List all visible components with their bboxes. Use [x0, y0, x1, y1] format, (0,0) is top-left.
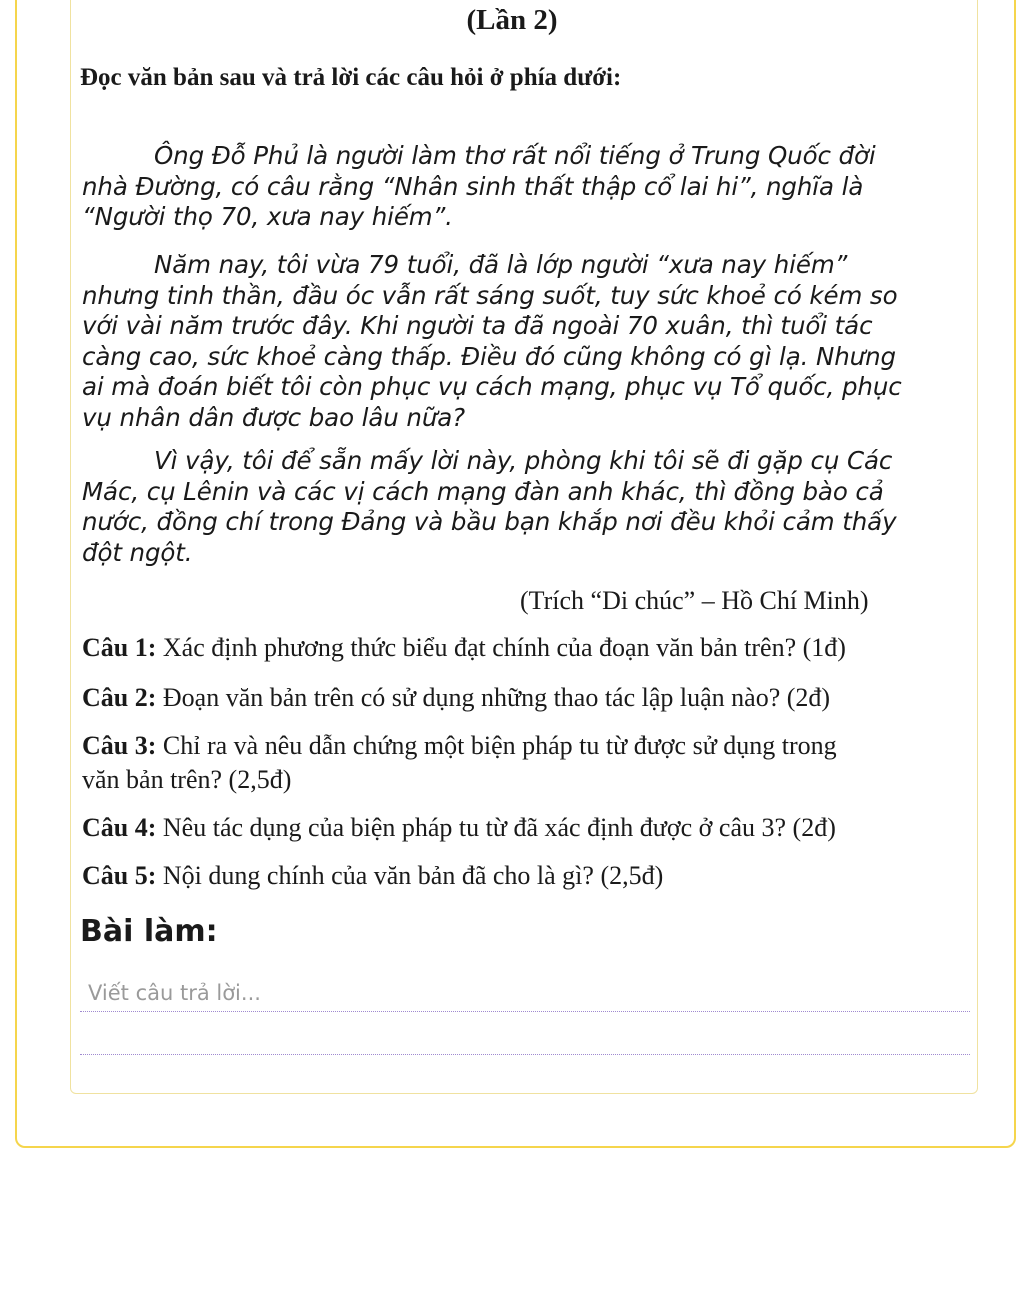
passage-line: Vì vậy, tôi để sẵn mấy lời này, phòng khi tôi sẽ đi gặp cụ Các [154, 446, 893, 475]
question-text: Đoạn văn bản trên có sử dụng những thao tác lập luận nào? (2đ) [156, 683, 831, 712]
passage-line: đột ngột. [82, 537, 193, 567]
question-label: Câu 5: [82, 861, 157, 890]
passage-line: nhưng tinh thần, đầu óc vẫn rất sáng suốt, tuy sức khoẻ có kém so [82, 280, 898, 310]
passage-line: càng cao, sức khoẻ càng thấp. Điều đó cũng không có gì lạ. Nhưng [82, 341, 896, 371]
passage-line: nước, đồng chí trong Đảng và bầu bạn khắp nơi đều khỏi cảm thấy [82, 507, 897, 536]
question-label: Câu 3: [82, 731, 157, 760]
passage-line: Mác, cụ Lênin và các vị cách mạng đàn anh khác, thì đồng bào cả [82, 476, 884, 506]
passage-line: Ông Đỗ Phủ là người làm thơ rất nổi tiếng ở Trung Quốc đời [154, 141, 876, 170]
question-1 [82, 632, 846, 664]
answer-area [80, 974, 970, 1070]
question-label: Câu 4: [82, 813, 157, 842]
answer-ruled-line [80, 1054, 970, 1055]
passage-paragraph-3 [82, 446, 976, 568]
passage-paragraph-2 [82, 250, 976, 433]
question-text: Nội dung chính của văn bản đã cho là gì? (2,5đ) [156, 861, 664, 890]
question-5 [82, 860, 663, 892]
question-2 [82, 682, 830, 714]
passage-line: Năm nay, tôi vừa 79 tuổi, đã là lớp người “xưa nay hiếm” [154, 250, 848, 279]
passage-paragraph-1 [82, 141, 976, 233]
answer-heading: Bài làm: [80, 914, 218, 949]
question-3 [82, 730, 837, 762]
question-3-continued [82, 764, 291, 796]
instruction-text: Đọc văn bản sau và trả lời các câu hỏi ở phía dưới: [80, 64, 622, 91]
passage-line: với vài năm trước đây. Khi người ta đã ngoài 70 xuân, thì tuổi tác [82, 311, 873, 340]
passage-source: (Trích “Di chúc” – Hồ Chí Minh) [520, 586, 869, 615]
question-label: Câu 2: [82, 683, 157, 712]
question-text: Chỉ ra và nêu dẫn chứng một biện pháp tu từ được sử dụng trong [156, 731, 837, 760]
question-4 [82, 812, 836, 844]
passage-line: “Người thọ 70, xưa nay hiếm”. [82, 202, 453, 231]
passage-line: nhà Đường, có câu rằng “Nhân sinh thất thập cổ lai hi”, nghĩa là [82, 171, 864, 201]
answer-input[interactable] [80, 974, 970, 1012]
passage-line: ai mà đoán biết tôi còn phục vụ cách mạng, phục vụ Tổ quốc, phục [82, 372, 902, 401]
passage-line: vụ nhân dân được bao lâu nữa? [82, 402, 466, 432]
question-label: Câu 1: [82, 633, 157, 662]
question-text: Nêu tác dụng của biện pháp tu từ đã xác định được ở câu 3? (2đ) [156, 813, 836, 842]
page-title: (Lần 2) [466, 4, 558, 36]
question-text: Xác định phương thức biểu đạt chính của đoạn văn bản trên? (1đ) [156, 633, 846, 662]
question-text: văn bản trên? (2,5đ) [82, 765, 292, 794]
